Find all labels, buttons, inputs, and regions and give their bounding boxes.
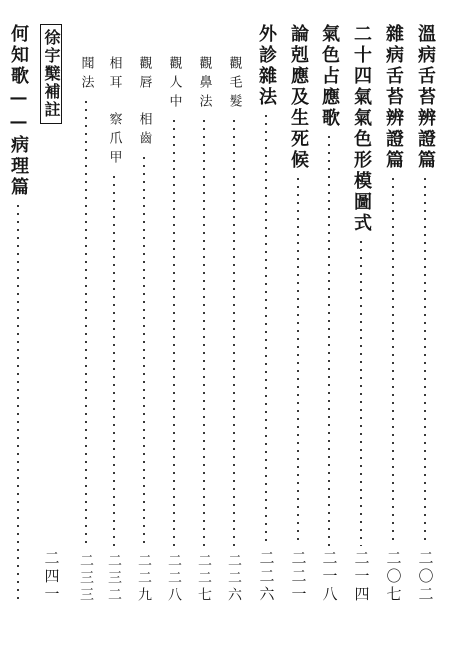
dot-leader <box>143 154 145 549</box>
entry-title: 雜病舌苔辨證篇 <box>383 24 404 171</box>
toc-entry-zabing <box>380 24 406 604</box>
section-heading-box: 徐宇櫱補註 <box>40 24 62 124</box>
entry-title: 觀唇 <box>136 56 152 94</box>
toc-entry-bifa <box>192 56 216 604</box>
toc-entry-renzhong <box>162 56 186 604</box>
entry-page: 二二六 <box>226 553 242 604</box>
entry-title-pair <box>138 56 151 150</box>
entry-title: 聞法 <box>78 56 94 94</box>
entry-title: 觀人中 <box>166 56 182 113</box>
dot-leader <box>85 98 87 549</box>
toc-entry-maofa <box>222 56 246 604</box>
toc-entry-wenbing <box>412 24 438 604</box>
dot-leader <box>17 202 19 600</box>
entry-page: 二二七 <box>196 553 212 604</box>
toc-entry-hezhige <box>36 24 66 604</box>
entry-title-secondary: 相齒 <box>136 112 152 150</box>
entry-page: 二三二 <box>106 553 122 604</box>
dot-leader <box>113 173 115 549</box>
entry-title: 觀毛髮 <box>226 56 242 113</box>
toc-entry-chun-chi <box>132 56 156 604</box>
toc-entry-wenfa <box>74 56 98 604</box>
entry-title: 論剋應及生死候 <box>288 24 309 171</box>
toc-entry-ershisi <box>348 24 374 604</box>
dot-leader <box>173 117 175 549</box>
dot-leader <box>424 175 426 546</box>
toc-entry-er-zhuajia <box>102 56 126 604</box>
entry-title: 二十四氣氣色形模圖式 <box>351 24 372 234</box>
entry-page: 二一八 <box>320 550 339 604</box>
dot-leader <box>265 112 267 546</box>
toc-entry-lunke <box>285 24 311 604</box>
dot-leader <box>392 175 394 546</box>
dot-leader <box>233 117 235 549</box>
dot-leader <box>360 238 362 546</box>
entry-title: 相耳 <box>106 56 122 94</box>
dot-leader <box>328 133 330 546</box>
entry-title: 觀鼻法 <box>196 56 212 113</box>
toc-entry-waizhen <box>253 24 279 604</box>
entry-title: 氣色占應歌 <box>319 24 340 129</box>
entry-page: 二四一 <box>42 550 61 604</box>
toc-entry-qise <box>316 24 342 604</box>
entry-title: 外診雜法 <box>256 24 277 108</box>
entry-title: 何知歌——病理篇 <box>8 24 29 198</box>
entry-page: 二二八 <box>166 553 182 604</box>
toc-entry-hezhige-title <box>4 24 32 604</box>
entry-title-secondary: 察爪甲 <box>106 112 122 169</box>
entry-page: 二二六 <box>257 550 276 604</box>
entry-page: 二三三 <box>78 553 94 604</box>
entry-title-pair <box>108 56 121 169</box>
entry-page: 二二九 <box>136 553 152 604</box>
dot-leader <box>203 117 205 549</box>
entry-page: 二〇七 <box>384 550 403 604</box>
entry-page: 二二一 <box>289 550 308 604</box>
entry-title: 溫病舌苔辨證篇 <box>415 24 436 171</box>
dot-leader <box>297 175 299 546</box>
entry-page: 二一四 <box>352 550 371 604</box>
entry-page: 二〇二 <box>416 550 435 604</box>
